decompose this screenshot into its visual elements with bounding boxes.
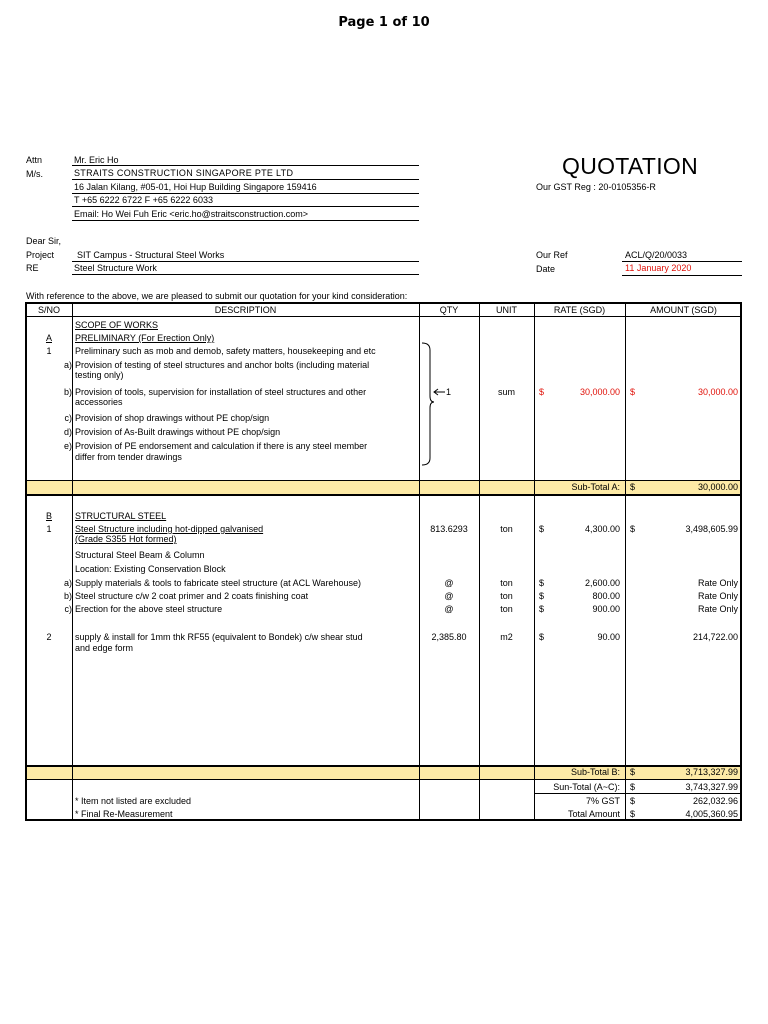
- note-remeasurement: * Final Re-Measurement: [75, 809, 173, 819]
- subtotal-a-label: Sub-Total A:: [571, 482, 620, 492]
- subitem-c-rate: 900.00: [592, 604, 620, 614]
- item-1-amount-currency: $: [630, 524, 636, 534]
- prelim-line: Preliminary such as mob and demob, safety matters, housekeeping and etc: [75, 346, 376, 356]
- prelim-a-text: Provision of testing of steel structures and anchor bolts (including material: [75, 360, 370, 370]
- subitem-a-qty: @: [444, 578, 454, 588]
- header-sno: S/NO: [37, 305, 60, 315]
- subtotal-a-top: [26, 480, 742, 481]
- ref-label: Our Ref: [536, 250, 568, 260]
- page-number: Page 1 of 10: [338, 15, 430, 30]
- scope-of-works: SCOPE OF WORKS: [75, 320, 159, 330]
- subitem-a-label: a): [63, 578, 72, 588]
- total-amount-currency: $: [630, 809, 636, 819]
- ref-underline: [622, 261, 742, 262]
- attn-label: Attn: [26, 155, 43, 165]
- gst-label: 7% GST: [585, 796, 620, 806]
- total-amount-label: Total Amount: [567, 809, 620, 819]
- subtotal-a-value: 30,000.00: [697, 482, 738, 492]
- gst-value: 262,032.96: [692, 796, 738, 806]
- salutation: Dear Sir,: [26, 236, 62, 246]
- gst-reg: Our GST Reg : 20-0105356-R: [536, 182, 656, 192]
- note-excluded: * Item not listed are excluded: [75, 796, 192, 806]
- subtotal-a-bottom: [26, 494, 742, 496]
- email-underline: [72, 220, 419, 221]
- prelim-a-text-2: testing only): [75, 370, 124, 380]
- section-a-amount: 30,000.00: [697, 387, 738, 397]
- section-a-qty: 1: [446, 387, 452, 397]
- subtotal-b-value: 3,713,327.99: [685, 767, 738, 777]
- subitem-c-unit: ton: [500, 604, 513, 614]
- header-bottom-line: [26, 316, 742, 317]
- intro-text: With reference to the above, we are pleased to submit our quotation for your kind consideration:: [26, 291, 408, 301]
- subitem-b-rate: 800.00: [592, 591, 620, 601]
- date-value: 11 January 2020: [625, 263, 692, 273]
- brace-icon: [418, 340, 458, 470]
- date-underline: [622, 275, 742, 276]
- item-2-amount: 214,722.00: [692, 632, 738, 642]
- item-1-qty: 813.6293: [430, 524, 468, 534]
- item-2-rate: 90.00: [597, 632, 620, 642]
- subitem-c-qty: @: [444, 604, 454, 614]
- item-2-line-1: supply & install for 1mm thk RF55 (equivalent to Bondek) c/w shear stud: [75, 632, 363, 642]
- project-value: SIT Campus - Structural Steel Works: [77, 250, 225, 260]
- item-2-line-2: and edge form: [75, 643, 134, 653]
- col-line-1: [72, 303, 73, 821]
- section-b-heading: STRUCTURAL STEEL: [75, 511, 167, 521]
- subitem-c-label: c): [64, 604, 72, 614]
- subitem-a-unit: ton: [500, 578, 513, 588]
- header-description: DESCRIPTION: [214, 305, 277, 315]
- prelim-a-label: a): [63, 360, 72, 370]
- steel-structure-line-1: Steel Structure including hot-dipped galvanised: [75, 524, 264, 534]
- item-1-unit: ton: [500, 524, 513, 534]
- subitem-b-currency: $: [539, 591, 545, 601]
- item-2-currency: $: [539, 632, 545, 642]
- col-line-5: [625, 303, 626, 821]
- subtotal-b-label: Sub-Total B:: [570, 767, 620, 777]
- item-2-unit: m2: [500, 632, 513, 642]
- section-a-unit: sum: [497, 387, 515, 397]
- phone-underline: [72, 206, 419, 207]
- item-2-qty: 2,385.80: [431, 632, 467, 642]
- sun-total-value: 3,743,327.99: [685, 782, 738, 792]
- recipient-email: Email: Ho Wei Fuh Eric <eric.ho@straitsconstruction.com>: [74, 209, 309, 219]
- steel-structure-line-2: (Grade S355 Hot formed): [75, 534, 177, 544]
- col-line-3: [479, 303, 480, 821]
- ms-label: M/s.: [26, 169, 43, 179]
- subitem-b-amount: Rate Only: [697, 591, 738, 601]
- attn-name: Mr. Eric Ho: [74, 155, 119, 165]
- section-a-rate: 30,000.00: [579, 387, 620, 397]
- prelim-c-text: Provision of shop drawings without PE chop/sign: [75, 413, 270, 423]
- subtotal-a-currency: $: [630, 482, 636, 492]
- header-amount: AMOUNT (SGD): [650, 305, 717, 315]
- recipient-phone: T +65 6222 6722 F +65 6222 6033: [74, 195, 213, 205]
- company-underline: [72, 179, 419, 180]
- recipient-company: STRAITS CONSTRUCTION SINGAPORE PTE LTD: [74, 168, 294, 178]
- section-b-item-1-no: 1: [46, 524, 52, 534]
- section-a-letter: A: [45, 333, 52, 343]
- attn-underline: [72, 165, 419, 166]
- total-amount-value: 4,005,360.95: [685, 809, 738, 819]
- section-a-amount-currency: $: [630, 387, 636, 397]
- header-rate: RATE (SGD): [553, 305, 606, 315]
- location-line: Location: Existing Conservation Block: [75, 564, 226, 574]
- date-label: Date: [536, 264, 556, 274]
- subitem-c-amount: Rate Only: [697, 604, 738, 614]
- subitem-b-qty: @: [444, 591, 454, 601]
- section-a-item-no: 1: [46, 346, 52, 356]
- document-title: QUOTATION: [562, 153, 699, 179]
- section-a-heading: PRELIMINARY (For Erection Only): [75, 333, 215, 343]
- subitem-b-unit: ton: [500, 591, 513, 601]
- total-row-1-line: [535, 793, 742, 794]
- sun-total-label: Sun-Total (A~C):: [553, 782, 620, 792]
- subtotal-b-currency: $: [630, 767, 636, 777]
- recipient-address: 16 Jalan Kilang, #05-01, Hoi Hup Building Singapore 159416: [74, 182, 317, 192]
- section-a-rate-currency: $: [539, 387, 545, 397]
- subitem-c-text: Erection for the above steel structure: [75, 604, 223, 614]
- beam-column-line: Structural Steel Beam & Column: [75, 550, 205, 560]
- item-1-rate: 4,300.00: [584, 524, 620, 534]
- section-b-letter: B: [45, 511, 52, 521]
- re-underline: [72, 274, 419, 275]
- prelim-e-text: Provision of PE endorsement and calculation if there is any steel member: [75, 441, 368, 451]
- subitem-a-amount: Rate Only: [697, 578, 738, 588]
- prelim-b-label: b): [63, 387, 72, 397]
- prelim-e-label: e): [63, 441, 72, 451]
- header-unit: UNIT: [496, 305, 517, 315]
- project-underline: [72, 261, 419, 262]
- prelim-b-text: Provision of tools, supervision for installation of steel structures and other: [75, 387, 367, 397]
- ref-value: ACL/Q/20/0033: [625, 250, 688, 260]
- subitem-b-label: b): [63, 591, 72, 601]
- address-underline: [72, 193, 419, 194]
- item-1-rate-currency: $: [539, 524, 545, 534]
- project-label: Project: [26, 250, 55, 260]
- prelim-e-text-2: differ from tender drawings: [75, 452, 182, 462]
- sun-total-currency: $: [630, 782, 636, 792]
- table-border: [25, 302, 742, 821]
- prelim-d-label: d): [63, 427, 72, 437]
- prelim-b-text-2: accessories: [75, 397, 123, 407]
- prelim-c-label: c): [64, 413, 72, 423]
- subitem-c-currency: $: [539, 604, 545, 614]
- header-qty: QTY: [439, 305, 459, 315]
- subtotal-b-bottom: [26, 779, 742, 780]
- subitem-b-text: Steel structure c/w 2 coat primer and 2 coats finishing coat: [75, 591, 309, 601]
- subitem-a-rate: 2,600.00: [584, 578, 620, 588]
- re-value: Steel Structure Work: [74, 263, 157, 273]
- subitem-a-text: Supply materials & tools to fabricate steel structure (at ACL Warehouse): [75, 578, 361, 588]
- item-1-amount: 3,498,605.99: [685, 524, 738, 534]
- subitem-a-currency: $: [539, 578, 545, 588]
- col-line-4: [534, 303, 535, 821]
- re-label: RE: [26, 263, 39, 273]
- section-b-item-2-no: 2: [46, 632, 52, 642]
- prelim-d-text: Provision of As-Built drawings without PE chop/sign: [75, 427, 281, 437]
- gst-currency: $: [630, 796, 636, 806]
